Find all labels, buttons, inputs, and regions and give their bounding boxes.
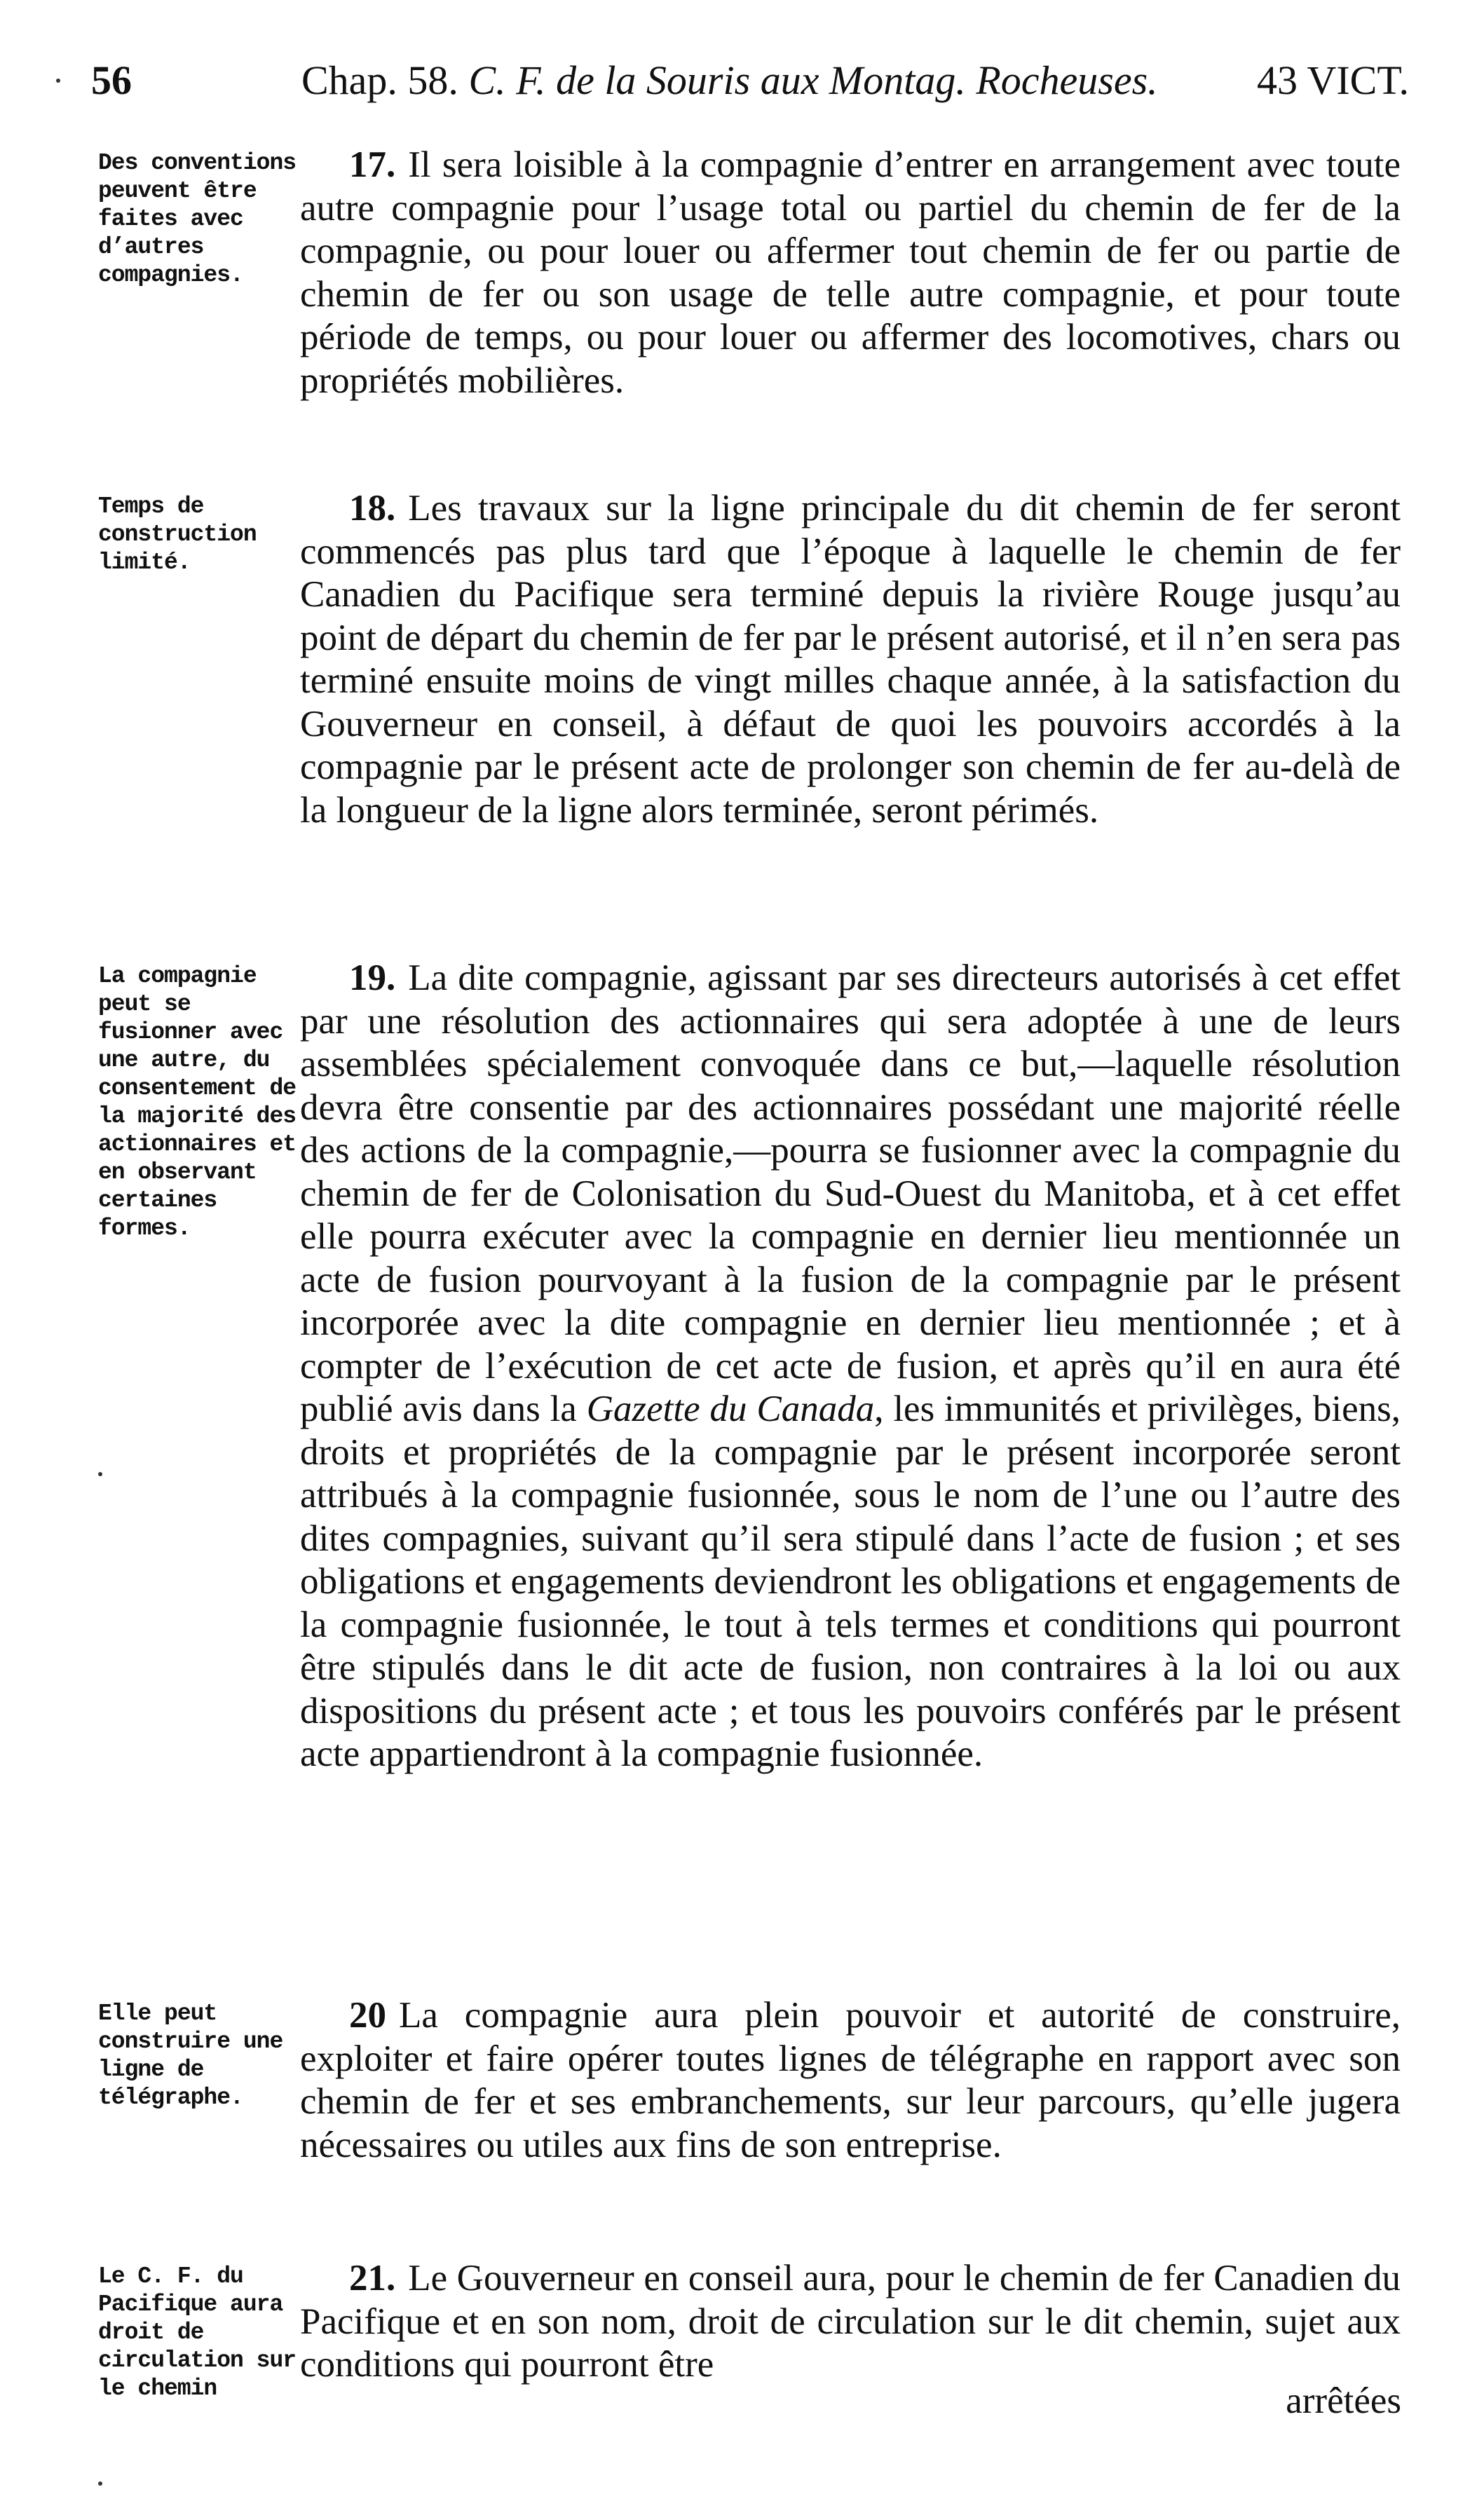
section-number: 18.: [349, 488, 396, 529]
chapter-label: Chap. 58.: [301, 57, 458, 103]
catchword: arrêtées: [1286, 2381, 1401, 2421]
margin-note: La compagnie peut se fusionner avec une autre, du consentement de la majorité des actionnaires et en observant certaines formes.: [98, 963, 297, 1241]
print-speck: [56, 79, 60, 83]
section-body: [300, 144, 1401, 402]
gazette-title: Gazette du Canada: [586, 1389, 875, 1429]
section-number: 17.: [349, 144, 396, 185]
section-text: La compagnie aura plein pouvoir et autorité de construire, exploiter et faire opérer toutes lignes de télégraphe en rapport avec son chemin de fer et ses embranchements, sur leur parcours, qu’elle jugera nécessaires ou utiles aux fins de son entreprise.: [300, 1995, 1401, 2165]
margin-note: Temps de construction limité.: [98, 493, 257, 575]
section-text: La dite compagnie, agissant par ses directeurs autorisés à cet effet par une résolution des actionnaires qui sera adoptée à une de leurs assemblées spécialement convoquée dans ce but,—laquelle résolution devra être consentie par des actionnaires possédant une majorité réelle des actions de la compagnie,—pourra se fusionner avec la compagnie du chemin de fer de Colonisation du Sud-Ouest du Manitoba, et à cet effet elle pourra exécuter avec la compagnie en dernier lieu mentionnée un acte de fusion pourvoyant à la fusion de la compagnie par le présent incorporée avec la dite compagnie en dernier lieu mentionnée ; et à compter de l’exécution de cet acte de fusion, et après qu’il en aura été publié avis dans la: [300, 958, 1401, 1429]
section-body: [300, 2257, 1401, 2387]
section-body: [300, 1994, 1401, 2167]
section-body: [300, 957, 1401, 1776]
margin-note: Des conventions peuvent être faites avec d’autres compagnies.: [98, 150, 297, 288]
section-number: 21.: [349, 2258, 396, 2298]
section-text: Le Gouverneur en conseil aura, pour le chemin de fer Canadien du Pacifique et en son nom, droit de circulation sur le dit chemin, sujet aux conditions qui pourront être: [300, 2258, 1401, 2385]
print-speck: [98, 2481, 102, 2486]
margin-note: Elle peut construire une ligne de télégraphe.: [98, 2001, 283, 2111]
act-short-title: C. F. de la Souris aux Montag. Rocheuses.: [468, 57, 1158, 103]
section-number: 20: [349, 1995, 386, 2036]
page-number: 56: [91, 57, 132, 103]
running-title: [301, 49, 1158, 112]
margin-note: Le C. F. du Pacifique aura droit de circulation sur le chemin: [98, 2263, 297, 2402]
running-header: [91, 49, 1409, 112]
section-text: Les travaux sur la ligne principale du dit chemin de fer seront commencés pas plus tard que l’époque à laquelle le chemin de fer Canadien du Pacifique sera terminé depuis la rivière Rouge jusqu’au point de départ du chemin de fer par le présent autorisé, et il n’en sera pas terminé ensuite moins de vingt milles chaque année, à la satisfaction du Gouverneur en conseil, à défaut de quoi les pouvoirs accordés à la compagnie par le présent acte de prolonger son chemin de fer au-delà de la longueur de la ligne alors terminée, seront périmés.: [300, 488, 1401, 831]
regnal-year: 43 VICT.: [1257, 57, 1409, 103]
section-body: [300, 487, 1401, 832]
print-speck: [98, 1472, 102, 1476]
section-text: Il sera loisible à la compagnie d’entrer en arrangement avec toute autre compagnie pour l’usage total ou partiel du chemin de fer de la compagnie, ou pour louer ou affermer tout chemin de fer ou partie de chemin de fer ou son usage de telle autre compagnie, et pour toute période de temps, ou pour louer ou affermer des locomotives, chars ou propriétés mobilières.: [300, 144, 1401, 401]
section-text-continued: , les immunités et privilèges, biens, droits et propriétés de la compagnie par le présent incorporée seront attribués à la compagnie fusionnée, sous le nom de l’une ou l’autre des dites compagnies, suivant qu’il sera stipulé dans l’acte de fusion ; et ses obligations et engagements deviendront les obligations et engagements de la compagnie fusionnée, le tout à tels termes et conditions qui pourront être stipulés dans le dit acte de fusion, non contraires à la loi ou aux dispositions du présent acte ; et tous les pouvoirs conférés par le présent acte appartiendront à la compagnie fusionnée.: [300, 1389, 1401, 1774]
section-number: 19.: [349, 958, 396, 998]
